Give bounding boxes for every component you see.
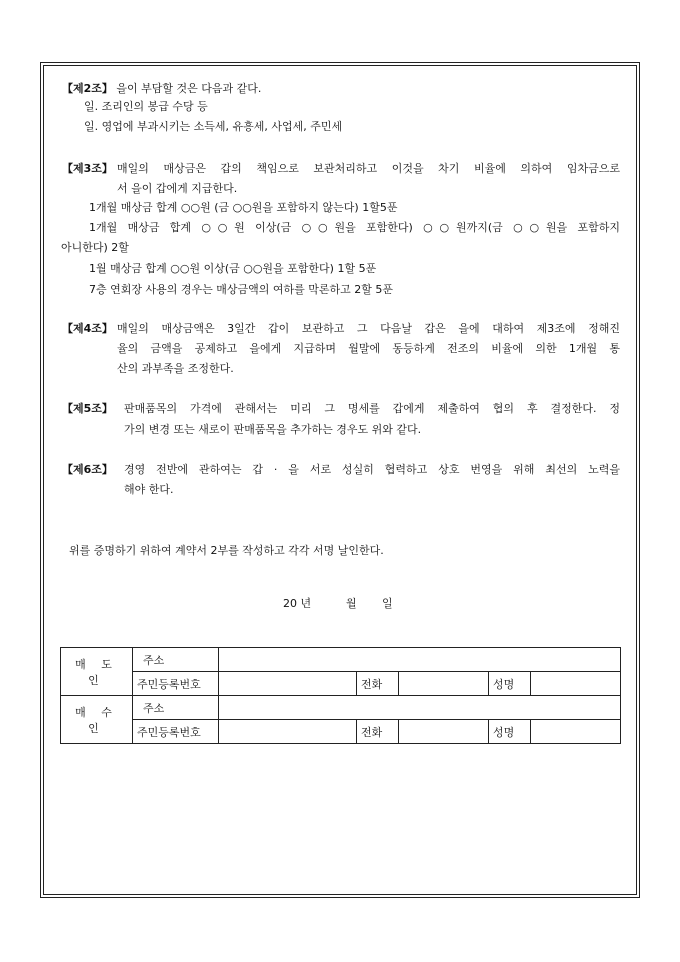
buyer-id-row [61,720,621,744]
seller-id-label: 주민등록번호 [133,672,219,696]
article-5-line-1: 판매품목의 가격에 관해서는 미리 그 명세를 갑에게 제출하여 협의 후 결정한다. 정 [124,402,620,415]
article-2-line [62,82,261,96]
article-4-line-1: 매일의 매상금액은 3일간 갑이 보관하고 그 다음날 갑은 을에 대하여 제3조에 정해진 [117,322,620,335]
buyer-address-row [61,696,621,720]
article-3-line-1: 매일의 매상금은 갑의 책임으로 보관처리하고 이것을 차기 비율에 의하여 임차금으로 [117,162,620,175]
buyer-address-field[interactable] [219,696,621,720]
buyer-phone-field[interactable] [399,720,489,744]
article-6-line-1: 경영 전반에 관하여는 갑 · 을 서로 성실히 협력하고 상호 번영을 위해 최선의 노력을 [124,463,620,476]
seller-label: 매 도 인 [61,648,133,696]
article-3-rate-4: 7층 연회장 사용의 경우는 매상금액의 여하를 막론하고 2할 5푼 [89,283,393,296]
article-3-heading: 【제3조】 [62,162,113,175]
article-4-line-3: 산의 과부족을 조정한다. [117,362,234,375]
seller-address-row [61,648,621,672]
article-6-line-2: 해야 한다. [124,483,174,496]
buyer-label: 매 수 인 [61,696,133,744]
seller-name-field[interactable] [531,672,621,696]
article-3-rate-1: 1개월 매상금 합계 ○○원 (금 ○○원을 포함하지 않는다) 1할5푼 [89,201,398,214]
article-6-heading: 【제6조】 [62,463,113,476]
article-3-rate-2b: 아니한다) 2할 [61,241,129,254]
buyer-name-label: 성명 [489,720,531,744]
article-3-rate-3: 1월 매상금 합계 ○○원 이상(금 ○○원을 포함한다) 1할 5푼 [89,262,377,275]
buyer-name-field[interactable] [531,720,621,744]
article-2-item-2: 일. 영업에 부과시키는 소득세, 유흥세, 사업세, 주민세 [84,120,343,133]
article-2-text: 을이 부담할 것은 다음과 같다. [116,82,262,95]
seller-id-row [61,672,621,696]
buyer-address-label: 주소 [133,696,219,720]
buyer-phone-label: 전화 [357,720,399,744]
seller-address-field[interactable] [219,648,621,672]
article-4-heading: 【제4조】 [62,322,113,335]
article-2-item-1: 일. 조리인의 봉급 수당 등 [84,100,208,113]
seller-id-field[interactable] [219,672,357,696]
buyer-id-field[interactable] [219,720,357,744]
article-4-line-2: 율의 금액을 공제하고 을에게 지급하며 월말에 동등하게 전조의 비율에 의한 1개월 통 [117,342,620,355]
date-year: 20 년 [283,597,312,610]
parties-table [60,647,621,744]
article-5-line-2: 가의 변경 또는 새로이 판매품목을 추가하는 경우도 위와 같다. [124,423,422,436]
article-5-heading: 【제5조】 [62,402,113,415]
seller-phone-label: 전화 [357,672,399,696]
date-month: 월 [346,597,357,610]
seller-phone-field[interactable] [399,672,489,696]
buyer-id-label: 주민등록번호 [133,720,219,744]
article-3-line-2: 서 을이 갑에게 지급한다. [117,182,238,195]
seller-address-label: 주소 [133,648,219,672]
seller-name-label: 성명 [489,672,531,696]
article-2-heading: 【제2조】 [62,82,113,95]
closing-statement: 위를 증명하기 위하여 계약서 2부를 작성하고 각각 서명 날인한다. [69,544,384,557]
date-day: 일 [382,597,393,610]
article-3-rate-2a: 1개월 매상금 합계 ○○원 이상(금 ○○원을 포함한다) ○○원까지(금 ○○원을 포함하지 [89,221,620,234]
